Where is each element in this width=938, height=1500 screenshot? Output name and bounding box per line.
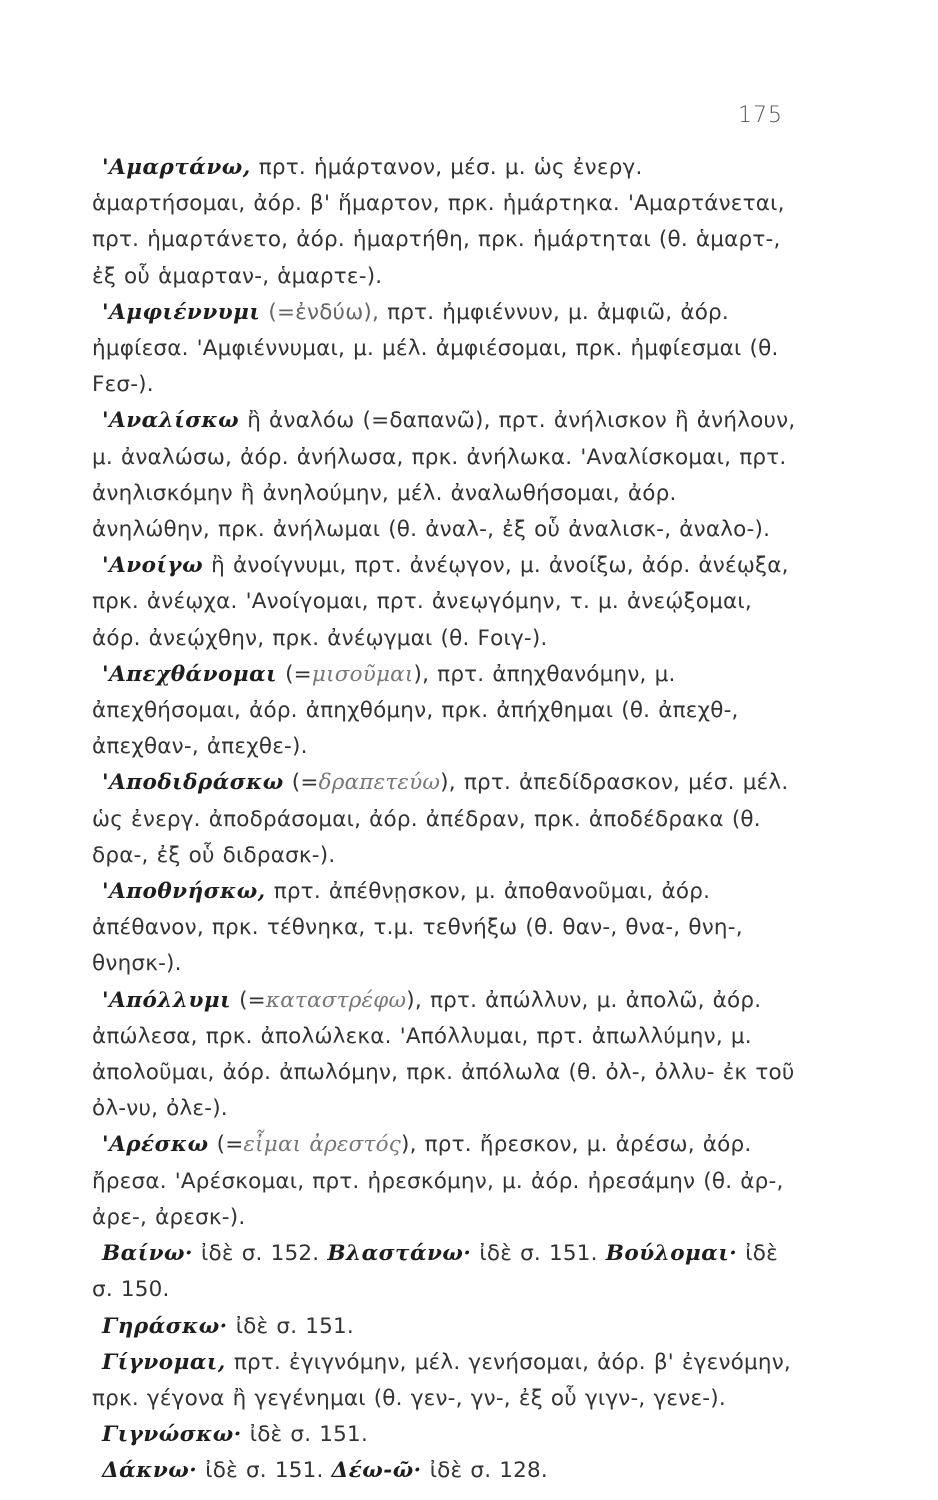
entry-apollymi <box>92 983 802 1128</box>
entry-anoigo <box>92 548 802 657</box>
entry-gignosko <box>92 1417 802 1453</box>
entry-headword: Γίγνομαι, <box>102 1349 226 1375</box>
entry-gloss: καταστρέφω <box>265 987 407 1013</box>
verb-list <box>92 150 802 1490</box>
entry-gignomai <box>92 1345 802 1417</box>
entry-headword: 'Αμφιέννυμι <box>102 299 261 325</box>
entry-headword: 'Αποδιδράσκω <box>102 770 284 796</box>
entry-paren-open: (= <box>208 1132 244 1158</box>
entry-text: πρτ. ἀπέθνῃσκον, μ. ἀποθανοῦμαι, ἀόρ. ἀπέθανον, πρκ. τέθνηκα, τ.μ. τεθνήξω (θ. θαν-, θνα-, θνη-, θνησκ-). <box>92 879 743 977</box>
entry-text: ἰδὲ σ. 150. <box>92 1241 778 1303</box>
entry-text: ἰδὲ σ. 128. <box>421 1458 548 1484</box>
entry-headword: Γηράσκω· <box>102 1313 228 1339</box>
entry-gloss: δραπετεύω <box>318 770 441 796</box>
entry-text: πρτ. ἀπώλλυν, μ. ἀπολῶ, ἀόρ. ἀπώλεσα, πρκ. ἀπολώλεκα. 'Απόλλυμαι, πρτ. ἀπωλλύμην, μ. ἀπολοῦμαι, ἀόρ. ἀπωλόμην, πρκ. ἀπόλωλα (θ. ὀλ-, ὀλλυ- ἐκ τοῦ ὀλ-νυ, ὀλε-). <box>92 987 795 1122</box>
entry-baino-blastano-boulomai <box>92 1236 802 1308</box>
entry-apechthanomai <box>92 657 802 766</box>
entry-text: πρτ. ἤρεσκον, μ. ἀρέσω, ἀόρ. ἤρεσα. 'Αρέσκομαι, πρτ. ἠρεσκόμην, μ. ἀόρ. ἠρεσάμην (θ. ἀρ-, ἀρε-, ἀρεσκ-). <box>92 1132 784 1230</box>
entry-paren-open: (= <box>277 661 312 687</box>
entry-gloss: (=ἐνδύω), <box>260 299 380 325</box>
entry-amartano <box>92 150 802 295</box>
entry-text: πρτ. ἀπεδίδρασκον, μέσ. μέλ. ὡς ἐνεργ. ἀποδράσομαι, ἀόρ. ἀπέδραν, πρκ. ἀποδέδρακα (θ. δρα-, ἐξ οὗ διδρασκ-). <box>92 770 789 868</box>
entry-gloss: μισοῦμαι <box>311 661 414 687</box>
entry-headword: 'Απεχθάνομαι <box>102 661 278 687</box>
entry-gloss: εἶμαι ἀρεστός <box>243 1132 401 1158</box>
entry-paren-close: ), <box>401 1132 417 1158</box>
entry-paren-close: ), <box>440 770 456 796</box>
entry-headword: Δέω-ῶ· <box>331 1458 422 1484</box>
entry-headword: Δάκνω· <box>102 1458 198 1484</box>
entry-headword: 'Απόλλυμι <box>102 987 232 1013</box>
entry-apodidrasko <box>92 765 802 874</box>
entry-paren-close: ), <box>413 661 430 687</box>
entry-aresko <box>92 1127 802 1236</box>
entry-text: πρτ. ἡμάρτανον, μέσ. μ. ὡς ἐνεργ. ἁμαρτήσομαι, ἀόρ. β' ἥμαρτον, πρκ. ἡμάρτηκα. 'Αμαρτάνεται, πρτ. ἡμαρτάνετο, ἀόρ. ἡμαρτήθη, πρκ. ἡμάρτηται (θ. ἁμαρτ-, ἐξ οὗ ἁμαρταν-, ἁμαρτε-). <box>92 155 785 289</box>
entry-text: ἰδὲ σ. 151. <box>227 1313 354 1339</box>
entry-paren-close: ), <box>406 987 422 1013</box>
entry-text: ἰδὲ σ. 151. <box>241 1422 368 1448</box>
entry-paren-open: (= <box>283 770 319 796</box>
entry-headword: Βαίνω· <box>102 1241 193 1267</box>
entry-headword: Βλαστάνω· <box>327 1241 472 1267</box>
entry-text: ἢ ἀναλόω (=δαπανῶ), πρτ. ἀνήλισκον ἢ ἀνήλουν, μ. ἀναλώσω, ἀόρ. ἀνήλωσα, πρκ. ἀνήλωκα. 'Αναλίσκομαι, πρτ. ἀνηλισκόμην ἢ ἀνηλούμην, μέλ. ἀναλωθήσομαι, ἀόρ. ἀνηλώθην, πρκ. ἀνήλωμαι (θ. ἀναλ-, ἐξ οὗ ἀναλισκ-, ἀναλο-). <box>92 408 796 543</box>
entry-text: πρτ. ἀπηχθανόμην, μ. ἀπεχθήσομαι, ἀόρ. ἀπηχθόμην, πρκ. ἀπήχθημαι (θ. ἀπεχθ-, ἀπεχθαν-, ἀπεχθε-). <box>92 661 739 760</box>
entry-text: πρτ. ἠμφιέννυν, μ. ἀμφιῶ, ἀόρ. ἠμφίεσα. 'Αμφιέννυμαι, μ. μέλ. ἀμφιέσομαι, πρκ. ἠμφίεσμαι (θ. Fεσ-). <box>92 299 779 398</box>
entry-headword: 'Αποθνήσκω, <box>102 879 266 905</box>
entry-gerasko <box>92 1309 802 1345</box>
entry-paren-open: (= <box>231 987 266 1013</box>
entry-text: ἰδὲ σ. 151. <box>197 1458 332 1484</box>
entry-analisko <box>92 403 802 548</box>
page-number: 175 <box>738 103 783 128</box>
entry-headword: Γιγνώσκω· <box>102 1422 242 1448</box>
entry-headword: 'Αναλίσκω <box>102 408 240 434</box>
entry-headword: 'Αρέσκω <box>102 1132 209 1158</box>
entry-text: ἰδὲ σ. 152. <box>193 1241 328 1267</box>
entry-apothnesko <box>92 874 802 983</box>
entry-dakno-deo <box>92 1453 802 1489</box>
entry-text: ἰδὲ σ. 151. <box>471 1241 606 1267</box>
entry-text: ἢ ἀνοίγνυμι, πρτ. ἀνέῳγον, μ. ἀνοίξω, ἀόρ. ἀνέῳξα, πρκ. ἀνέῳχα. 'Ανοίγομαι, πρτ. ἀνεῳγόμην, τ. μ. ἀνεῴξομαι, ἀόρ. ἀνεῴχθην, πρκ. ἀνέῳγμαι (θ. Fοιγ-). <box>92 553 789 651</box>
entry-amphiennymi <box>92 295 802 404</box>
entry-headword: 'Αμαρτάνω, <box>102 155 251 180</box>
entry-text: πρτ. ἐγιγνόμην, μέλ. γενήσομαι, ἀόρ. β' ἐγενόμην, πρκ. γέγονα ἢ γεγένημαι (θ. γεν-, γν-, ἐξ οὗ γιγν-, γενε-). <box>92 1349 791 1411</box>
entry-headword: Βούλομαι· <box>605 1241 738 1267</box>
entry-headword: 'Ανοίγω <box>102 553 204 579</box>
